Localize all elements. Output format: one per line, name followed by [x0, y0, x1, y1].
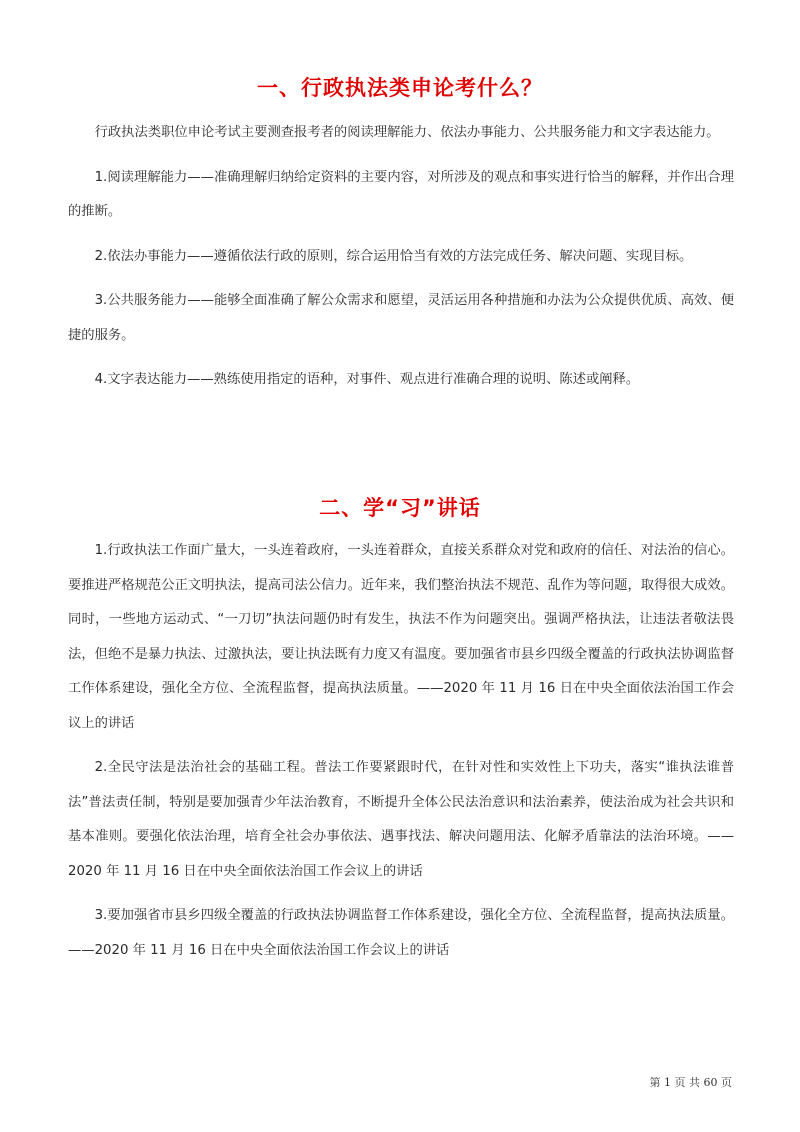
paragraph-law-ability: 2.依法办事能力——遵循依法行政的原则，综合运用恰当有效的方法完成任务、解决问题、实现目标。 — [94, 248, 693, 264]
section-heading-1: 一、行政执法类申论考什么？ — [257, 76, 543, 100]
paragraph-public-service-ability: 3.公共服务能力——能够全面准确了解公众需求和愿望，灵活运用各种措施和办法为公众提供优质、高效、便捷的服务。 — [68, 293, 734, 343]
paragraph-quote-3: 3.要加强省市县乡四级全覆盖的行政执法协调监督工作体系建设，强化全方位、全流程监督，提高执法质量。——2020 年 11 月 16 日在中央全面依法治国工作会议上的讲话 — [68, 908, 734, 958]
paragraph-reading-ability: 1.阅读理解能力——准确理解归纳给定资料的主要内容，对所涉及的观点和事实进行恰当的解释，并作出合理的推断。 — [68, 169, 734, 219]
paragraph-quote-1: 1.行政执法工作面广量大，一头连着政府，一头连着群众，直接关系群众对党和政府的信任、对法治的信心。要推进严格规范公正文明执法，提高司法公信力。近年来，我们整治执法不规范、乱作为等问题，取得很大成效。同时，一些地方运动式、“一刀切”执法问题仍时有发生，执法不作为问题突出。强调严格执法，让违法者敬法畏法，但绝不是暴力执法、过激执法，要让执法既有力度又有温度。要加强省市县乡四级全覆盖的行政执法协调监督工作体系建设，强化全方位、全流程监督，提高执法质量。——2020 年 11 月 16 日在中央全面依法治国工作会议上的讲话 — [68, 543, 734, 731]
paragraph-writing-ability: 4.文字表达能力——熟练使用指定的语种，对事件、观点进行准确合理的说明、陈述或阐释。 — [94, 372, 640, 387]
page-number: 第 1 页 共 60 页 — [649, 1076, 732, 1089]
paragraph-intro: 行政执法类职位申论考试主要测查报考者的阅读理解能力、依法办事能力、公共服务能力和文字表达能力。 — [94, 125, 720, 140]
paragraph-quote-2: 2.全民守法是法治社会的基础工程。普法工作要紧跟时代，在针对性和实效性上下功夫，落实“谁执法谁普法”普法责任制，特别是要加强青少年法治教育，不断提升全体公民法治意识和法治素养，使法治成为社会共识和基本准则。要强化依法治理，培育全社会办事依法、遇事找法、解决问题用法、化解矛盾靠法的法治环境。——2020 年 11 月 16 日在中央全面依法治国工作会议上的讲话 — [68, 760, 734, 879]
section-heading-2: 二、学“习”讲话 — [319, 496, 481, 520]
section-2-body — [68, 534, 734, 978]
section-1-body — [68, 116, 734, 408]
